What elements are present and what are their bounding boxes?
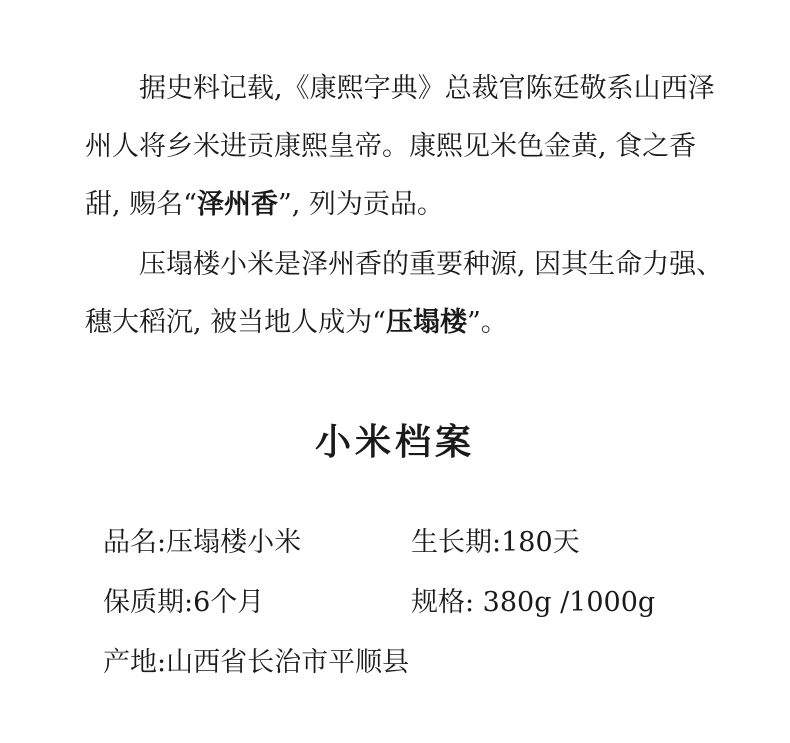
spec-growth-period: 生长期:180天	[411, 527, 580, 558]
story-text	[85, 60, 725, 352]
highlight-name-yatalou: 压塌楼	[385, 307, 467, 338]
spec-shelf-life: 保质期:6个月	[103, 587, 265, 618]
story-text-part: ”。	[466, 307, 508, 338]
section-title: 小米档案	[314, 421, 475, 463]
story-text-part: 压塌楼小米是泽州香的重要种源, 因其生命力强、穗大稻沉, 被当地人成为“	[85, 249, 724, 338]
story-paragraph-1	[85, 60, 725, 234]
story-paragraph-2	[85, 236, 725, 352]
spec-package-size: 规格: 380g /1000g	[411, 587, 656, 618]
spec-origin: 产地:山西省长治市平顺县	[103, 647, 410, 678]
spec-product-name: 品名:压塌楼小米	[103, 527, 302, 558]
highlight-name-zezhouxiang: 泽州香	[196, 189, 278, 220]
story-text-part: 据史料记载,《康熙字典》总裁官陈廷敬系山西泽州人将乡米进贡康熙皇帝。康熙见米色金黄, 食之香甜, 赐名“	[85, 73, 715, 220]
story-text-part: ”, 列为贡品。	[277, 189, 444, 220]
